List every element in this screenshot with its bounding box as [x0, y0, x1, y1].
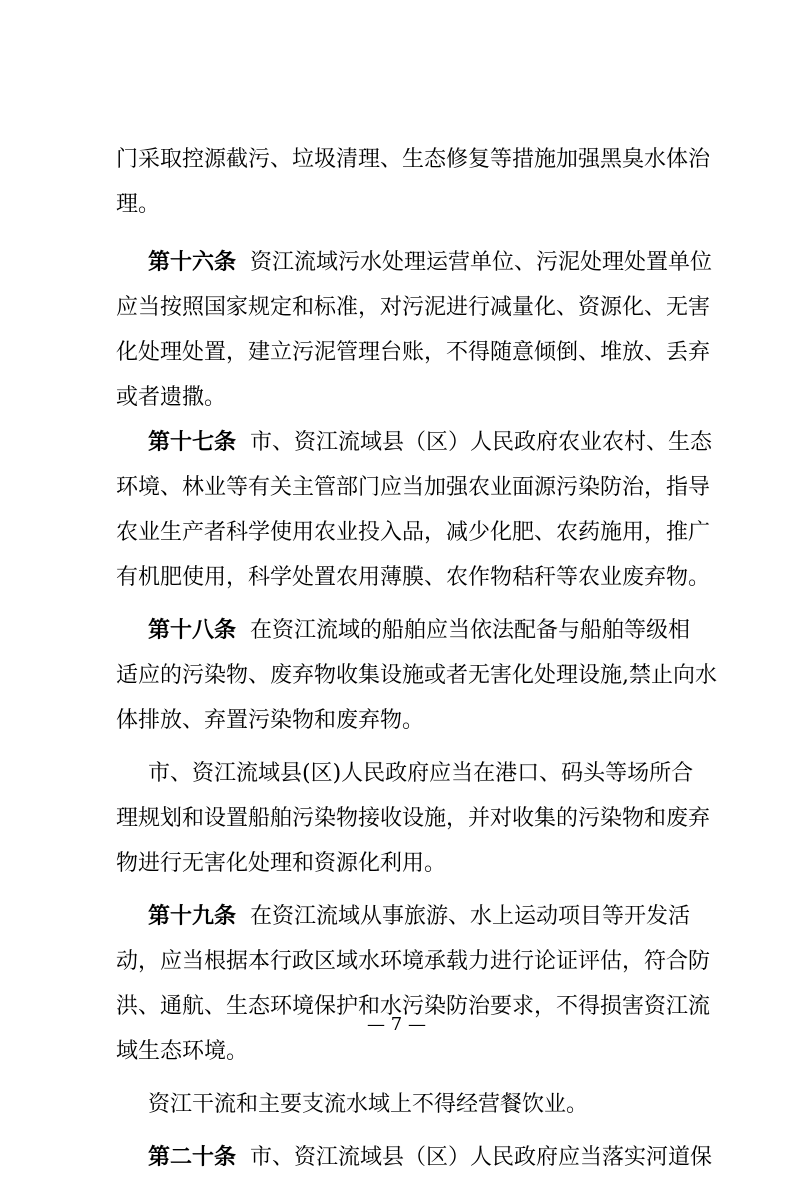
text-span: 在资江流域的船舶应当依法配备与船舶等级相 [250, 618, 691, 643]
text-line: 应当按照国家规定和标准，对污泥进行减量化、资源化、无害 [116, 295, 711, 320]
text-line: 物进行无害化处理和资源化利用。 [116, 851, 447, 876]
paragraph-article-20 [116, 1135, 713, 1180]
text-line: 体排放、弃置污染物和废弃物。 [116, 708, 425, 733]
text-line: 或者遗撒。 [116, 385, 227, 410]
text-line: 理。 [116, 192, 161, 217]
text-line: 适应的污染物、废弃物收集设施或者无害化处理设施,禁止向水 [116, 663, 717, 688]
text-line: 域生态环境。 [116, 1039, 249, 1064]
text-span: 在资江流域从事旅游、水上运动项目等开发活 [250, 904, 691, 929]
paragraph [116, 751, 711, 886]
paragraph [116, 137, 711, 227]
text-line: 动，应当根据本行政区域水环境承载力进行论证评估，符合防 [116, 949, 711, 974]
text-line: 门采取控源截污、垃圾清理、生态修复等措施加强黑臭水体治 [116, 147, 711, 172]
paragraph-article-18 [116, 608, 717, 743]
paragraph [116, 1082, 682, 1127]
text-line [116, 894, 691, 939]
text-span: 市、资江流域县（区）人民政府农业农村、生态 [250, 430, 713, 455]
text-line: 理规划和设置船舶污染物接收设施，并对收集的污染物和废弃 [116, 806, 711, 831]
paragraph-article-16 [116, 240, 713, 420]
text-span: 市、资江流域县（区）人民政府应当落实河道保 [250, 1145, 713, 1170]
text-line: 洪、通航、生态环境保护和水污染防治要求，不得损害资江流 [116, 994, 711, 1019]
article-number: 第十八条 [148, 618, 237, 643]
text-line [116, 608, 691, 653]
article-number: 第十九条 [148, 904, 237, 929]
text-line: 资江干流和主要支流水域上不得经营餐饮业。 [148, 1092, 589, 1117]
text-line [116, 420, 713, 465]
text-line: 农业生产者科学使用农业投入品，减少化肥、农药施用，推广 [116, 520, 711, 545]
paragraph-article-19 [116, 894, 711, 1074]
text-line: 有机肥使用，科学处置农用薄膜、农作物秸秆等农业废弃物。 [116, 565, 711, 590]
article-number: 第二十条 [148, 1145, 237, 1170]
text-span: 资江流域污水处理运营单位、污泥处理处置单位 [250, 250, 713, 275]
text-line: 环境、林业等有关主管部门应当加强农业面源污染防治，指导 [116, 475, 711, 500]
article-number: 第十七条 [148, 430, 237, 455]
page-number: — 7 — [367, 1014, 426, 1035]
article-number: 第十六条 [148, 250, 237, 275]
text-line: 化处理处置，建立污泥管理台账，不得随意倾倒、堆放、丢弃 [116, 340, 711, 365]
text-line [116, 240, 713, 285]
paragraph-article-17 [116, 420, 713, 600]
text-line: 市、资江流域县(区)人民政府应当在港口、码头等场所合 [148, 761, 694, 786]
text-line [116, 1135, 713, 1180]
